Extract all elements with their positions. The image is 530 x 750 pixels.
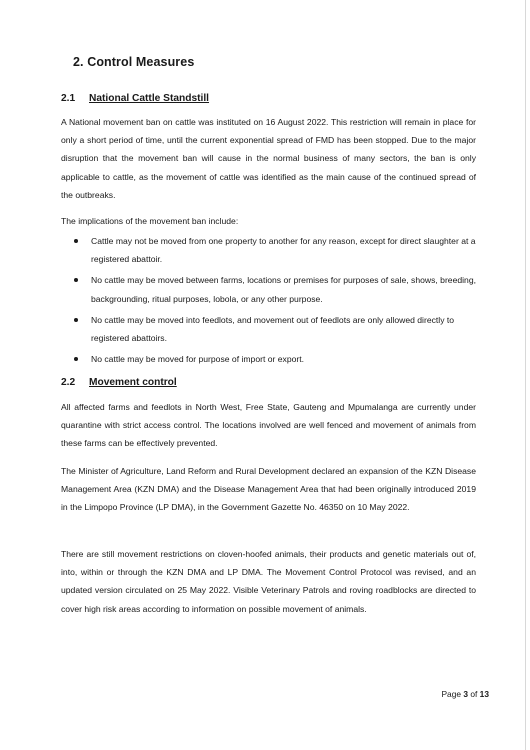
subsection-number: 2.1 [61,93,76,104]
paragraph-implications-intro: The implications of the movement ban include: [61,216,239,226]
section-heading-main: 2. Control Measures [73,55,195,69]
bullet-icon [74,357,78,361]
page-of: of [470,689,478,699]
list-item [61,232,476,268]
page-current: 3 [463,689,469,699]
list-item-text: No cattle may be moved between farms, locations or premises for purposes of sale, shows, breeding, backgrounding, ritual purposes, lobola, or any other purpose. [91,275,476,304]
subsection-heading-2-1 [61,93,209,104]
paragraph-affected-farms: All affected farms and feedlots in North West, Free State, Gauteng and Mpumalanga are currently under quarantine with strict access control. The locations involved are well fenced and movement of animals from these farms can be effectively prevented. [61,402,476,449]
subsection-heading-2-2 [61,377,177,388]
list-item [61,350,476,368]
page-number-footer [441,689,489,699]
list-item [61,311,476,347]
page-edge-divider [525,0,526,750]
implications-list [61,232,476,371]
paragraph-standstill: A National movement ban on cattle was instituted on 16 August 2022. This restriction will remain in place for only a short period of time, until the current exponential spread of FMD has been stopped. Due to the major disruption that the movement ban will cause in the normal business of many sectors, the ban is only applicable to cattle, as the movement of cattle was identified as the main cause of the continued spread of the outbreaks. [61,117,476,200]
subsection-title: Movement control [89,377,177,388]
subsection-title: National Cattle Standstill [89,93,210,104]
paragraph-minister-declaration: The Minister of Agriculture, Land Reform and Rural Development declared an expansion of the KZN Disease Management Area (KZN DMA) and the Disease Management Area that had been originally introduced 2019 in the Limpopo Province (LP DMA), in the Government Gazette No. 46350 on 10 May 2022. [61,466,476,513]
page-label: Page [441,689,462,699]
list-item [61,271,476,307]
list-item-text: Cattle may not be moved from one property to another for any reason, except for direct slaughter at a registered abattoir. [91,236,476,265]
list-item-text: No cattle may be moved into feedlots, and movement out of feedlots are only allowed directly to registered abattoirs. [91,314,455,344]
bullet-icon [74,278,78,282]
list-item-text: No cattle may be moved for purpose of import or export. [91,354,305,365]
page-total: 13 [479,689,489,699]
subsection-number: 2.2 [61,377,76,388]
bullet-icon [74,239,78,243]
paragraph-movement-restrictions: There are still movement restrictions on cloven-hoofed animals, their products and genetic materials out of, into, within or through the KZN DMA and LP DMA. The Movement Control Protocol was revised, and an updated version circulated on 25 May 2022. Visible Veterinary Patrols and roving roadblocks are directed to cover high risk areas according to information on possible movement of animals. [61,549,476,614]
bullet-icon [74,318,78,322]
